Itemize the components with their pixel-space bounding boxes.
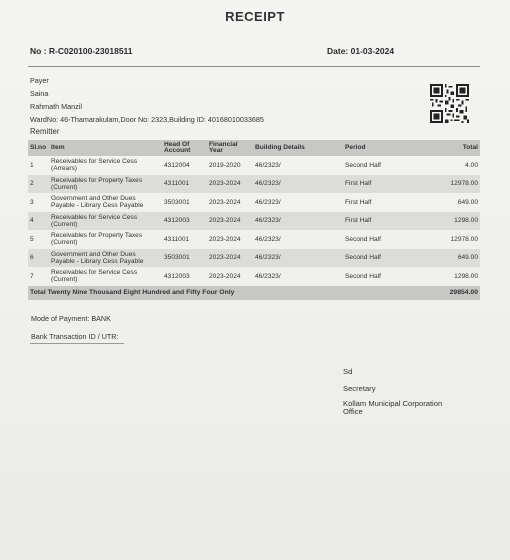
- qr-code-icon: [430, 84, 469, 123]
- table-row: [28, 267, 480, 286]
- cell-slno: 5: [30, 235, 34, 243]
- bank-txn-underline: [30, 343, 124, 344]
- cell-building: 46/2323/: [255, 272, 281, 280]
- cell-building: 46/2323/: [253, 212, 343, 231]
- receipt-number: No : R-C020100-23018511: [30, 46, 133, 56]
- cell-slno: 4: [28, 212, 49, 231]
- cell-head: 4312004: [164, 161, 190, 169]
- col-header-period: Period: [343, 140, 421, 156]
- cell-item: Receivables for Service Cess (Arrears): [51, 158, 138, 173]
- cell-year: 2023-2024: [209, 272, 241, 280]
- cell-head: 4312003: [164, 272, 190, 280]
- total-in-words: Total Twenty Nine Thousand Eight Hundred and Fifty Four Only: [28, 286, 421, 300]
- table-row: [28, 156, 480, 175]
- cell-building: 46/2323/: [255, 161, 281, 169]
- signature-sd: Sd: [343, 367, 353, 376]
- col-header-financial-year: Financial Year: [207, 140, 253, 156]
- payer-name: Saina: [30, 89, 49, 98]
- cell-total: 12978.00: [450, 235, 478, 243]
- cell-year: 2023-2024: [209, 198, 241, 206]
- total-row: [28, 286, 480, 300]
- cell-total: 649.00: [457, 198, 478, 206]
- header-divider: [28, 66, 480, 67]
- receipt-title: RECEIPT: [225, 9, 285, 24]
- cell-total: 649.00: [421, 249, 480, 268]
- total-amount: 29854.00: [421, 286, 480, 300]
- cell-item: Government and Other Dues Payable - Library Cess Payable: [51, 195, 144, 210]
- table-row: [28, 193, 480, 212]
- col-header-item: Item: [49, 140, 162, 156]
- cell-building: 46/2323/: [255, 235, 281, 243]
- receipt-date: Date: 01-03-2024: [327, 46, 395, 56]
- col-header-slno: Sl.no: [28, 140, 49, 156]
- cell-head: 3503001: [164, 198, 190, 206]
- cell-period: First Half: [343, 212, 421, 231]
- signature-office: Office: [343, 407, 363, 416]
- cell-item: Receivables for Service Cess (Current): [49, 212, 162, 231]
- cell-item: Government and Other Dues Payable - Library Cess Payable: [49, 249, 162, 268]
- table-row: [28, 249, 480, 268]
- signature-designation: Secretary: [343, 384, 376, 393]
- mode-of-payment: Mode of Payment: BANK: [31, 314, 111, 323]
- cell-item: Receivables for Service Cess (Current): [51, 269, 138, 284]
- cell-year: 2023-2024: [209, 235, 241, 243]
- cell-slno: 7: [30, 272, 34, 280]
- cell-period: Second Half: [343, 249, 421, 268]
- table-row: [28, 230, 480, 249]
- payer-house-name: Rahmath Manzil: [30, 102, 82, 111]
- cell-slno: 6: [28, 249, 49, 268]
- cell-item: Receivables for Property Taxes (Current): [51, 232, 143, 247]
- cell-period: First Half: [343, 175, 421, 194]
- cell-period: Second Half: [345, 161, 381, 169]
- col-header-total: Total: [421, 140, 480, 156]
- cell-head: 4311001: [164, 235, 190, 243]
- col-header-building-details: Building Details: [253, 140, 343, 156]
- cell-slno: 3: [30, 198, 34, 206]
- cell-total: 1298.00: [421, 212, 480, 231]
- bank-transaction-id: Bank Transaction ID / UTR:: [31, 332, 119, 341]
- items-table: [28, 140, 480, 300]
- cell-period: Second Half: [345, 235, 381, 243]
- cell-slno: 1: [30, 161, 34, 169]
- cell-year: 2019-2020: [209, 161, 241, 169]
- table-header-row: [28, 140, 480, 156]
- cell-year: 2023-2024: [207, 175, 253, 194]
- cell-period: First Half: [345, 198, 372, 206]
- cell-head: 4311001: [162, 175, 207, 194]
- remitter-label: Remitter: [30, 127, 60, 136]
- cell-building: 46/2323/: [255, 198, 281, 206]
- cell-slno: 2: [28, 175, 49, 194]
- cell-total: 1298.00: [454, 272, 478, 280]
- table-row: [28, 175, 480, 194]
- cell-head: 3503001: [162, 249, 207, 268]
- cell-year: 2023-2024: [207, 212, 253, 231]
- table-row: [28, 212, 480, 231]
- cell-head: 4312003: [162, 212, 207, 231]
- cell-total: 12978.00: [421, 175, 480, 194]
- cell-period: Second Half: [345, 272, 381, 280]
- signature-organization: Kollam Municipal Corporation: [343, 399, 443, 408]
- col-header-head-of-account: Head Of Account: [162, 140, 207, 156]
- cell-item: Receivables for Property Taxes (Current): [49, 175, 162, 194]
- payer-label: Payer: [30, 76, 49, 85]
- cell-total: 4.00: [465, 161, 478, 169]
- cell-building: 46/2323/: [253, 249, 343, 268]
- cell-year: 2023-2024: [207, 249, 253, 268]
- cell-building: 46/2323/: [253, 175, 343, 194]
- payer-address: WardNo: 46-Thamarakulam,Door No: 2323,Building ID: 40168010033685: [30, 115, 264, 124]
